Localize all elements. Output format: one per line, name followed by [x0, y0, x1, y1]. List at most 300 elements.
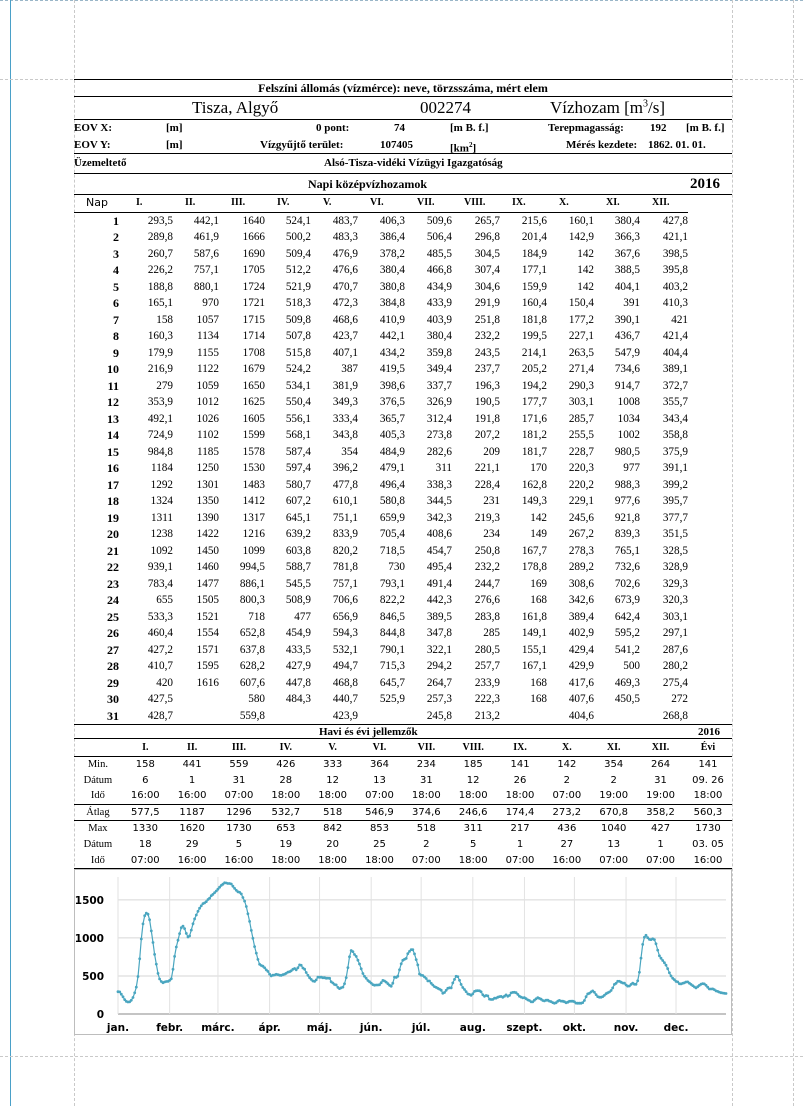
data-point	[362, 972, 365, 975]
daily-value: 1640	[242, 214, 265, 227]
daily-row	[74, 295, 688, 312]
day-number: 9	[113, 345, 119, 360]
data-point	[360, 967, 363, 970]
daily-value: 351,5	[662, 528, 688, 540]
daily-value: 447,8	[285, 676, 311, 689]
daily-value: 354	[341, 445, 358, 458]
daily-value: 347,8	[426, 627, 452, 639]
daily-value: 587,6	[193, 247, 219, 260]
operator-value: Alsó-Tisza-vidéki Vízügyi Igazgatóság	[324, 157, 503, 169]
daily-value: 399,2	[662, 478, 688, 491]
data-point	[665, 964, 668, 967]
daily-row	[74, 361, 688, 378]
daily-value: 179,9	[147, 346, 173, 359]
daily-value: 402,9	[568, 627, 594, 639]
daily-value: 168	[530, 693, 547, 705]
data-point	[245, 905, 248, 908]
daily-value: 142	[577, 280, 594, 293]
daily-value: 165,1	[147, 297, 173, 309]
zero-value: 74	[394, 122, 405, 134]
daily-value: 793,1	[379, 577, 405, 590]
doc-title	[74, 79, 732, 97]
x-tick-label: márc.	[201, 1022, 235, 1034]
station-row	[74, 97, 732, 120]
daily-row	[74, 592, 688, 609]
daily-value: 427,2	[147, 643, 173, 656]
daily-value: 403,9	[426, 313, 452, 326]
daily-value: 1034	[617, 412, 640, 425]
stats-value: 12	[466, 774, 480, 786]
month-header: X.	[559, 197, 569, 208]
stats-value: 158	[135, 759, 155, 770]
data-point	[357, 959, 360, 962]
daily-value: 588,7	[285, 561, 311, 573]
data-point	[400, 962, 403, 965]
start-label: Mérés kezdete:	[566, 139, 638, 151]
daily-value: 181,2	[521, 429, 547, 441]
daily-value: 914,7	[614, 379, 640, 392]
daily-value: 994,5	[239, 561, 265, 573]
daily-value: 168	[530, 594, 547, 606]
daily-value: 149	[530, 528, 547, 540]
day-number: 4	[113, 263, 119, 277]
daily-value: 421,1	[662, 231, 688, 243]
daily-value: 177,1	[521, 264, 547, 276]
stats-column-header: VI.	[372, 741, 387, 753]
stats-row-label: Idő	[90, 790, 105, 802]
data-point	[486, 995, 489, 998]
daily-value: 673,9	[614, 594, 640, 606]
daily-value: 580,8	[379, 495, 405, 507]
stats-value: 1	[657, 838, 664, 850]
daily-value: 263,5	[568, 346, 594, 359]
day-number: 31	[107, 708, 119, 723]
daily-row	[74, 510, 688, 527]
daily-value: 495,4	[426, 561, 452, 573]
daily-value: 389,5	[426, 610, 452, 623]
daily-value: 1216	[242, 528, 265, 540]
daily-value: 271,4	[568, 363, 594, 375]
daily-value: 232,2	[474, 330, 500, 342]
stats-value: 5	[235, 838, 243, 850]
daily-value: 496,4	[379, 478, 405, 491]
daily-row	[74, 609, 688, 626]
data-point	[398, 968, 401, 971]
month-header: III.	[231, 197, 246, 208]
daily-value: 547,9	[614, 346, 640, 359]
eov-y-label: EOV Y:	[74, 139, 111, 151]
operator-label: Üzemeltető	[74, 157, 127, 169]
stats-value: 16:00	[177, 854, 207, 866]
day-number: 22	[107, 560, 119, 574]
data-point	[200, 904, 203, 907]
data-point	[655, 942, 658, 945]
stats-header-row	[74, 739, 732, 757]
stats-value: 427	[651, 823, 671, 835]
daily-value: 1708	[242, 346, 265, 359]
daily-value: 541,2	[614, 643, 640, 656]
month-header: XI.	[606, 197, 620, 208]
daily-value: 1092	[150, 544, 173, 557]
daily-value: 454,9	[285, 627, 311, 639]
daily-value: 1721	[242, 297, 265, 309]
daily-value: 718,5	[379, 544, 405, 557]
daily-value: 757,1	[193, 264, 219, 276]
data-point	[443, 991, 446, 994]
data-point	[143, 914, 146, 917]
stats-value: 29	[185, 838, 199, 850]
daily-value: 358,8	[662, 429, 688, 441]
page-top-border	[0, 0, 803, 1]
daily-value: 659,9	[379, 511, 405, 524]
data-point	[425, 977, 428, 980]
data-point	[158, 978, 161, 981]
data-point	[253, 945, 256, 948]
daily-value: 188,8	[147, 280, 173, 293]
daily-value: 388,5	[614, 264, 640, 276]
daily-value: 221,1	[474, 462, 500, 474]
daily-value	[500, 708, 547, 725]
daily-value: 177,7	[521, 396, 547, 408]
daily-value: 285	[483, 627, 500, 639]
daily-value: 196,3	[474, 379, 500, 392]
daily-value: 407,6	[568, 693, 594, 705]
stats-value: 09. 26	[692, 774, 724, 786]
day-number: 24	[107, 593, 119, 607]
daily-value: 178,8	[521, 561, 547, 573]
discharge-chart	[74, 869, 732, 1035]
daily-value: 460,4	[147, 627, 173, 639]
stats-row	[74, 788, 732, 804]
daily-value: 597,4	[285, 462, 311, 474]
daily-value	[594, 708, 640, 725]
stats-value: 1187	[179, 806, 205, 818]
daily-header-row	[74, 195, 688, 212]
zero-unit: [m B. f.]	[450, 122, 489, 134]
daily-value: 243,5	[474, 346, 500, 359]
daily-value: 886,1	[239, 577, 265, 590]
stats-row	[74, 837, 732, 853]
daily-value: 1521	[196, 610, 219, 623]
daily-value: 429,9	[568, 660, 594, 672]
stats-value: 28	[279, 774, 293, 786]
daily-value: 150,4	[568, 297, 594, 309]
daily-value: 245,6	[568, 511, 594, 524]
stats-value: 31	[232, 774, 246, 786]
stats-value: 18:00	[693, 790, 723, 802]
x-tick-label: aug.	[459, 1022, 486, 1034]
daily-value: 287,6	[662, 643, 688, 656]
daily-value: 880,1	[193, 280, 219, 293]
daily-value: 191,8	[474, 412, 500, 425]
daily-value: 293,5	[147, 214, 173, 227]
daily-value: 405,3	[379, 429, 405, 441]
daily-value: 167,1	[521, 660, 547, 672]
daily-value: 1057	[196, 313, 219, 326]
daily-year: 2016	[690, 176, 720, 192]
daily-value: 265,7	[474, 214, 500, 227]
daily-value: 423,7	[332, 330, 358, 342]
measure-label: Vízhozam $[m^3/s]$	[550, 98, 665, 117]
data-point	[328, 977, 331, 980]
daily-value: 1292	[150, 478, 173, 491]
page-guide-bottom	[0, 1056, 803, 1057]
daily-title: Napi középvízhozamok	[308, 177, 428, 191]
stats-column-header: XI.	[606, 741, 621, 753]
daily-row	[74, 559, 688, 576]
day-number: 11	[107, 378, 119, 393]
data-point	[725, 992, 728, 995]
stats-value: 2	[610, 774, 617, 786]
data-point	[188, 935, 191, 938]
chart-frame	[75, 870, 732, 1035]
stats-value: 19:00	[646, 790, 675, 802]
stats-value: 1620	[179, 823, 205, 835]
daily-value: 282,6	[426, 445, 452, 458]
data-point	[170, 977, 173, 980]
stats-value: 18:00	[318, 790, 348, 802]
daily-value: 160,4	[521, 297, 547, 309]
x-tick-label: szept.	[506, 1022, 543, 1034]
stats-row-label: Átlag	[86, 806, 110, 818]
data-point	[195, 914, 198, 917]
day-number: 6	[113, 296, 119, 310]
data-point	[257, 958, 260, 961]
daily-value: 988,3	[614, 478, 640, 491]
data-point	[645, 934, 648, 937]
data-point	[656, 949, 659, 952]
daily-value: 1477	[196, 577, 219, 590]
daily-value: 168	[530, 676, 547, 689]
data-point	[190, 929, 193, 932]
data-point	[155, 963, 158, 966]
day-number: 26	[107, 626, 119, 640]
stats-value: 27	[560, 838, 574, 850]
data-point	[670, 975, 673, 978]
daily-value: 1460	[196, 561, 219, 573]
daily-value: 410,9	[379, 313, 405, 326]
stats-value: 518	[416, 823, 436, 835]
data-point	[120, 993, 123, 996]
daily-value: 226,2	[147, 264, 173, 276]
day-number: 18	[107, 494, 119, 508]
data-point	[348, 955, 351, 958]
stats-value: 1296	[226, 806, 252, 818]
station-name: Tisza, Algyő	[192, 98, 279, 117]
daily-value: 1250	[196, 462, 219, 474]
daily-value: 250,8	[474, 544, 500, 557]
day-number: 7	[113, 312, 119, 327]
data-point	[453, 978, 456, 981]
daily-value: 404,6	[568, 709, 594, 722]
data-point	[185, 932, 188, 935]
daily-value: 421,4	[662, 330, 688, 342]
stats-value: 19	[279, 838, 293, 850]
daily-row	[74, 328, 688, 345]
daily-value: 220,2	[568, 478, 594, 491]
daily-value: 1350	[196, 495, 219, 507]
daily-value: 1625	[242, 396, 265, 408]
daily-value: 142	[577, 264, 594, 276]
daily-value: 273,8	[426, 429, 452, 441]
daily-value: 257,7	[474, 660, 500, 672]
daily-value: 398,6	[379, 379, 405, 392]
month-header: V.	[323, 197, 332, 208]
stats-value: 16:00	[693, 854, 723, 866]
data-point	[345, 976, 348, 979]
data-point	[267, 970, 270, 973]
data-point	[480, 990, 483, 993]
daily-value: 556,1	[285, 412, 311, 425]
daily-value: 509,4	[285, 247, 311, 260]
document	[74, 79, 732, 869]
daily-row	[74, 526, 688, 543]
daily-value: 429,4	[568, 643, 594, 656]
daily-value: 1650	[242, 379, 265, 392]
data-point	[153, 953, 156, 956]
stats-value: 234	[416, 759, 436, 770]
daily-value: 1505	[196, 594, 219, 606]
daily-value: 724,9	[147, 429, 173, 441]
daily-value: 355,7	[662, 396, 688, 408]
eov-y-unit: [m]	[166, 139, 183, 151]
data-point	[177, 939, 180, 942]
stats-value: 16:00	[552, 854, 582, 866]
day-number: 17	[107, 477, 119, 492]
data-point	[653, 938, 656, 941]
daily-value: 1705	[242, 264, 265, 276]
stats-value: 07:00	[505, 854, 535, 866]
data-point	[451, 982, 454, 985]
daily-value: 833,9	[332, 528, 358, 540]
daily-value: 320,3	[662, 594, 688, 606]
daily-value: 1324	[150, 495, 173, 507]
daily-value: 380,4	[379, 264, 405, 276]
daily-value: 846,5	[379, 610, 405, 623]
data-point	[365, 977, 368, 980]
daily-value: 404,1	[614, 280, 640, 293]
daily-value: 257,3	[426, 693, 452, 705]
y-tick-label: 0	[96, 1009, 104, 1021]
data-point	[413, 953, 416, 956]
daily-value: 149,3	[521, 495, 547, 507]
data-point	[593, 991, 596, 994]
data-point	[406, 952, 409, 955]
daily-value: 167,7	[521, 544, 547, 557]
daily-value: 1008	[617, 396, 640, 408]
day-number: 12	[107, 395, 119, 409]
daily-value: 607,2	[285, 495, 311, 507]
daily-value: 367,6	[614, 247, 640, 260]
daily-value: 289,2	[568, 561, 594, 573]
daily-value: 1185	[197, 445, 219, 458]
stats-row	[74, 804, 732, 821]
daily-value: 170	[530, 462, 547, 474]
data-point	[183, 927, 186, 930]
daily-value: 483,7	[332, 214, 358, 227]
data-point	[465, 990, 468, 993]
stats-value: 18:00	[271, 854, 301, 866]
data-point	[297, 966, 300, 969]
stats-column-header: I.	[142, 741, 149, 753]
daily-value: 607,6	[239, 676, 265, 689]
stats-value: 18:00	[318, 854, 348, 866]
month-header: VIII.	[464, 197, 486, 208]
daily-value: 1690	[242, 247, 265, 260]
daily-value: 234	[483, 528, 500, 540]
daily-value: 470,7	[332, 280, 358, 293]
daily-row	[74, 246, 688, 263]
stats-value: 141	[698, 759, 718, 770]
daily-value: 304,5	[474, 247, 500, 260]
start-value: 1862. 01. 01.	[648, 139, 706, 151]
catchment-value: 107405	[380, 139, 413, 151]
daily-value: 245,8	[426, 709, 452, 722]
daily-value: 790,1	[379, 643, 405, 656]
data-point	[172, 968, 175, 971]
page-guide-edge	[793, 0, 794, 1106]
stats-value: 217	[510, 823, 530, 835]
daily-value: 1605	[242, 412, 265, 425]
daily-value: 366,3	[614, 231, 640, 243]
data-point	[355, 955, 358, 958]
data-point	[232, 885, 235, 888]
data-point	[303, 968, 306, 971]
daily-row	[74, 444, 688, 461]
daily-value: 433,9	[426, 297, 452, 309]
stats-value: 2	[563, 774, 571, 786]
daily-row	[74, 229, 688, 246]
data-point	[182, 925, 185, 928]
stats-value: 436	[557, 823, 577, 835]
stats-column-header: VII.	[417, 741, 436, 753]
daily-row	[74, 262, 688, 279]
daily-value: 421	[671, 313, 688, 326]
stats-value: 13	[607, 838, 621, 850]
daily-value: 757,1	[332, 577, 358, 590]
daily-value: 201,4	[521, 231, 547, 243]
stats-row-label: Dátum	[83, 774, 113, 786]
daily-value: 233,9	[474, 676, 500, 689]
daily-value: 427,9	[285, 660, 311, 672]
data-point	[390, 985, 393, 988]
day-number: 13	[107, 411, 119, 426]
daily-value: 389,1	[662, 363, 688, 375]
stats-value: 532,7	[271, 806, 301, 818]
daily-value: 477,8	[332, 478, 358, 491]
data-point	[415, 958, 418, 961]
data-point	[416, 964, 419, 967]
daily-value: 160,3	[147, 330, 173, 342]
data-point	[315, 979, 318, 982]
daily-value: 391,1	[662, 462, 688, 474]
stats-value: 842	[323, 823, 343, 835]
daily-value: 194,2	[521, 379, 547, 392]
stats-value: 853	[369, 823, 390, 835]
daily-value: 436,7	[614, 330, 640, 342]
daily-value: 353,9	[147, 396, 173, 408]
stats-row-label: Min.	[87, 759, 108, 770]
daily-value: 423,9	[332, 709, 358, 722]
daily-value: 160,1	[568, 214, 594, 227]
day-number: 16	[107, 461, 119, 475]
daily-value: 839,3	[614, 528, 640, 540]
daily-value: 398,5	[662, 247, 688, 260]
stats-row	[74, 757, 732, 773]
daily-value: 525,9	[379, 693, 405, 705]
daily-value: 603,8	[285, 544, 311, 557]
data-point	[240, 893, 243, 896]
